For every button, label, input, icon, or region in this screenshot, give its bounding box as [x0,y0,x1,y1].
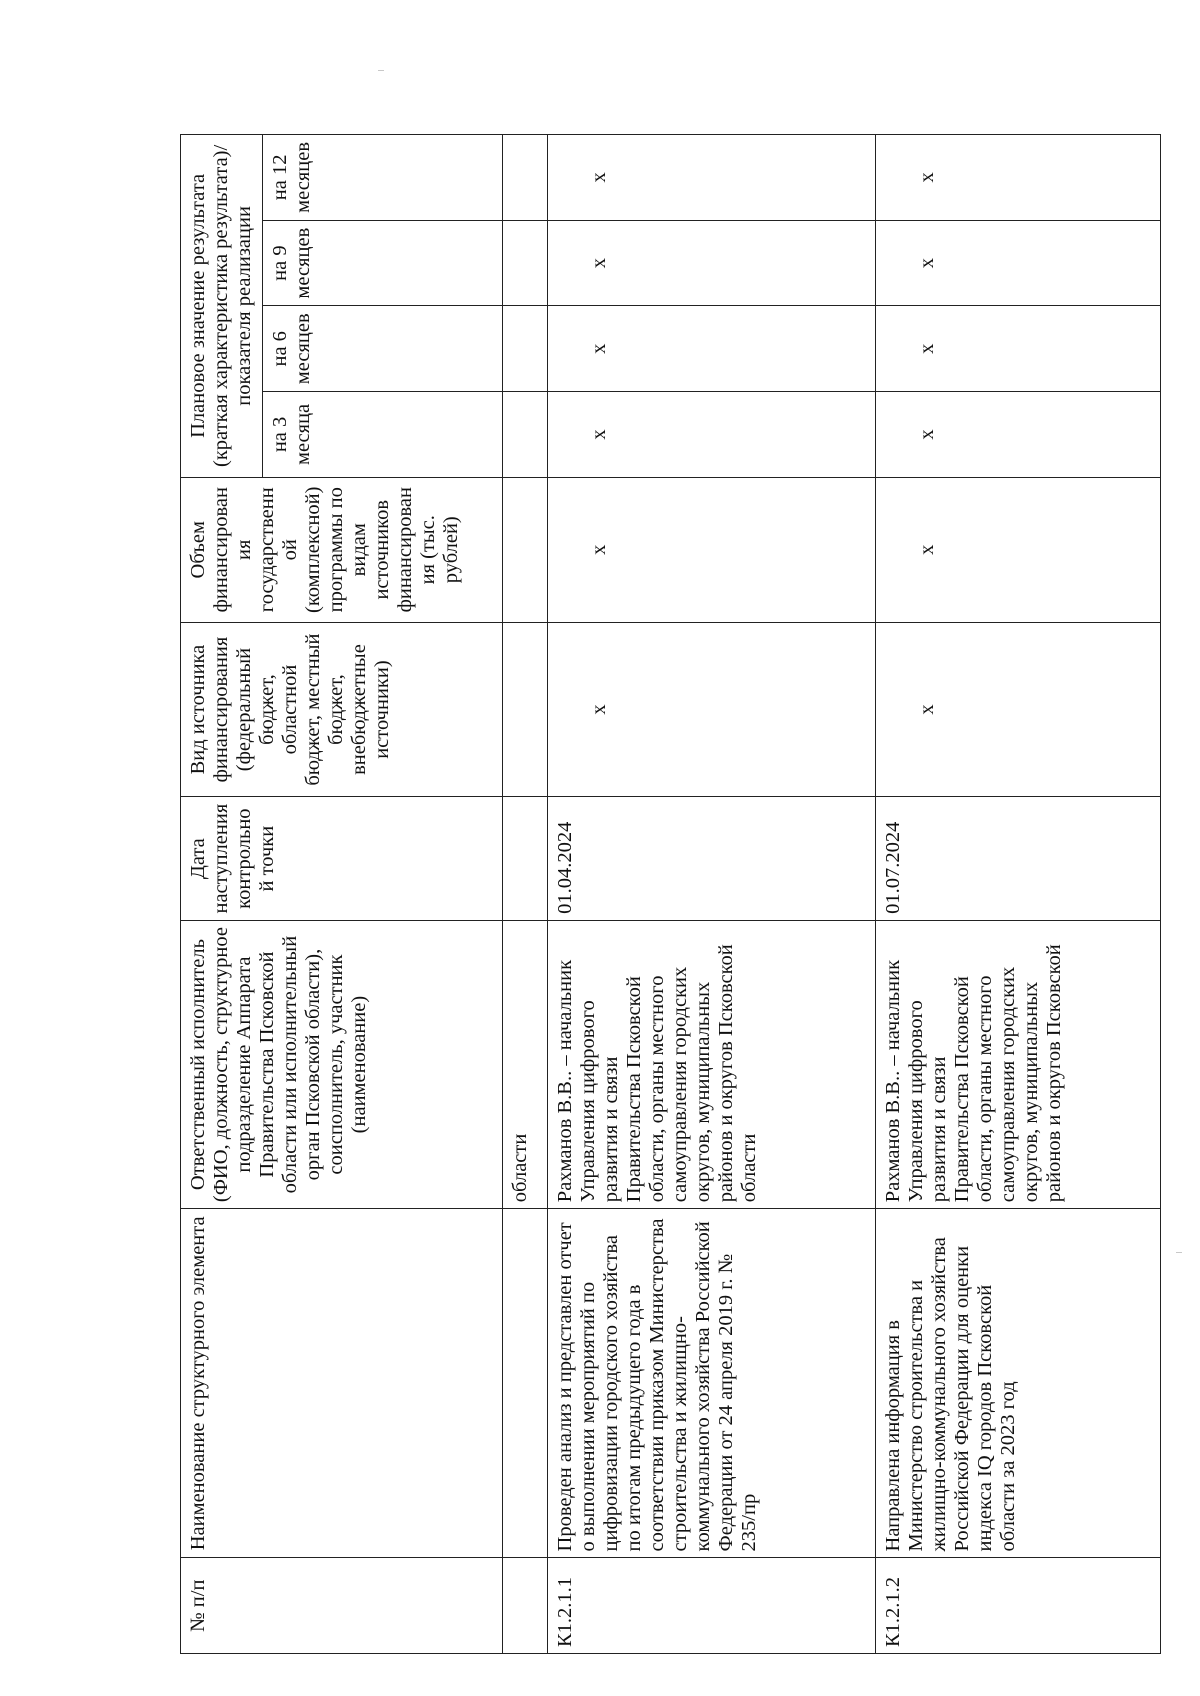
cell-m9 [503,220,548,306]
control-points-table [180,134,1161,1654]
table-row [876,135,1161,1654]
cell-volume [503,477,548,622]
header-source: Вид источника финансирования (федеральный бюджет, областной бюджет, местный бюджет, внебюджетные источники) [181,622,503,797]
cell-m6: х [876,306,1161,392]
cell-date: 01.04.2024 [548,797,876,921]
table-row [548,135,876,1654]
cell-m3: х [876,392,1161,478]
cell-m6: х [548,306,876,392]
cell-source: х [876,622,1161,797]
cell-responsible: Рахманов В.В.. – начальник Управления цифрового развития и связи Правительства Псковской области, органы местного самоуправления городских округов, муниципальных районов и округов Псковской области [548,920,876,1208]
cell-responsible: Рахманов В.В.. – начальник Управления цифрового развития и связи Правительства Псковской области, органы местного самоуправления городских округов, муниципальных районов и округов Псковской [876,920,1161,1208]
header-row-1 [181,135,263,1654]
header-responsible: Ответственный исполнитель (ФИО, должность, структурное подразделение Аппарата Правительства Псковской области или исполнительный орган Псковской области), соисполнитель, участник (наименование) [181,920,503,1208]
rotated-table-page [180,134,1160,1654]
header-sub-6: на 6 месяцев [263,306,503,392]
header-sub-12: на 12 месяцев [263,135,503,221]
scan-speck [1176,1252,1182,1253]
header-sub-3: на 3 месяца [263,392,503,478]
cell-m12: х [548,135,876,221]
cell-source: х [548,622,876,797]
header-plan: Плановое значение результата (краткая характеристика результата)/показателя реализации [181,135,263,478]
cell-num [503,1558,548,1654]
cell-m6 [503,306,548,392]
cell-m3 [503,392,548,478]
scan-speck [378,70,384,71]
cell-m9: х [876,220,1161,306]
cell-responsible: области [503,920,548,1208]
cell-source [503,622,548,797]
cell-date: 01.07.2024 [876,797,1161,921]
table-row [503,135,548,1654]
header-sub-9: на 9 месяцев [263,220,503,306]
cell-m3: х [548,392,876,478]
cell-name [503,1209,548,1558]
header-date: Дата наступления контрольной точки [181,797,503,921]
cell-date [503,797,548,921]
header-name: Наименование структурного элемента [181,1209,503,1558]
cell-num: К1.2.1.1 [548,1558,876,1654]
header-volume: Объем финансирования государственной (комплексной) программы по видам источников финансирования (тыс. рублей) [181,477,503,622]
cell-m12 [503,135,548,221]
cell-name: Проведен анализ и представлен отчет о выполнении мероприятий по цифровизации городского хозяйства по итогам предыдущего года в соответствии приказом Министерства строительства и жилищно-коммунального хозяйства Российской Федерации от 24 апреля 2019 г. № 235/пр [548,1209,876,1558]
cell-name: Направлена информация в Министерство строительства и жилищно-коммунального хозяйства Российской Федерации для оценки индекса IQ городов Псковской области за 2023 год [876,1209,1161,1558]
cell-m9: х [548,220,876,306]
header-num: № п/п [181,1558,503,1654]
cell-volume: х [548,477,876,622]
cell-volume: х [876,477,1161,622]
cell-m12: х [876,135,1161,221]
cell-num: К1.2.1.2 [876,1558,1161,1654]
